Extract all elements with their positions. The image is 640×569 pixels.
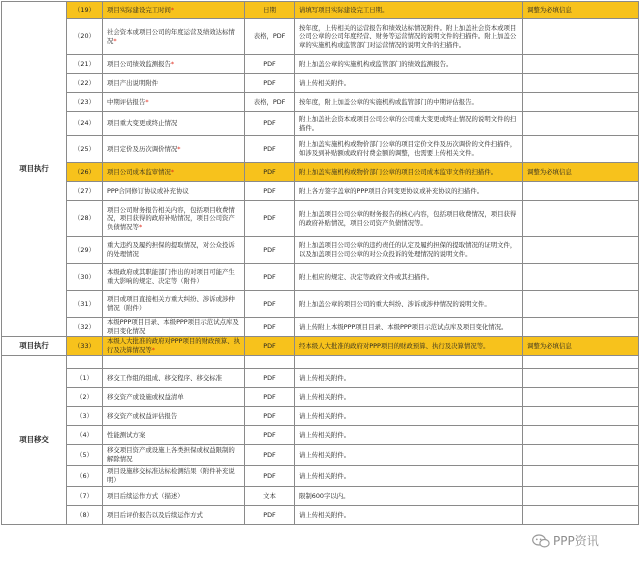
note-cell (523, 388, 639, 407)
note-cell (523, 445, 639, 466)
table-row (2, 201, 639, 237)
watermark (529, 531, 602, 550)
item-name: 本级PPP项目目录、本级PPP项目示范试点库及项目变化情况 (103, 318, 245, 337)
note-cell: 调整为必填信息 (523, 163, 639, 182)
row-number: （19） (67, 2, 103, 19)
description: 附上加盖公章的项目公司的重大纠纷、涉诉或涉仲情况的说明文件。 (295, 291, 523, 318)
description: 附上加盖项目公司公章的财务报告的核心内容，包括项目收费情况，项目获得的政府补贴情况，项目公司资产负债情况等。 (295, 201, 523, 237)
description: 附上加盖项目公司公章的违约责任的认定及履约担保的提取情况的证明文件，以及加盖项目公司公章的对公众投诉的处理情况的说明文件。 (295, 237, 523, 264)
row-number: （32） (67, 318, 103, 337)
section-label: 项目执行 (2, 337, 67, 356)
section-label: 项目移交 (2, 356, 67, 525)
item-name: 项目重大变更或终止情况 (103, 112, 245, 136)
table-row (2, 136, 639, 163)
row-number: （4） (67, 426, 103, 445)
note-cell (523, 426, 639, 445)
item-name: 项目公司绩效监测报告* (103, 55, 245, 74)
item-name: 性能测试方案 (103, 426, 245, 445)
required-mark-icon: * (151, 346, 155, 354)
note-cell (523, 369, 639, 388)
item-name: 项目后评价报告以及后续运作方式 (103, 506, 245, 525)
format-cell: PDF (245, 163, 295, 182)
item-name: 本级政府或其职能部门作出的对项目可能产生重大影响的规定、决定等（附件） (103, 264, 245, 291)
item-name: 项目后续运作方式（描述） (103, 487, 245, 506)
row-number: （1） (67, 369, 103, 388)
description: 按年度，上传相关的运营报告和绩效达标情况附件。附上加盖社会资本或项目公司公章的公司年度经营、财务等运营情况的说明文件的扫描件。附上加盖公章的实施机构或监管部门对运营情况的说明文件的扫描件。 (295, 19, 523, 55)
format-cell: 文本 (245, 487, 295, 506)
format-cell: PDF (245, 337, 295, 356)
format-cell: PDF (245, 182, 295, 201)
table-row (2, 388, 639, 407)
item-name: 社会资本或项目公司的年度运营及绩效达标情况* (103, 19, 245, 55)
table-row (2, 93, 639, 112)
table-row (2, 426, 639, 445)
description: 按年度，附上加盖公章的实施机构或监管部门的中期评估报告。 (295, 93, 523, 112)
description: 请上传相关附件。 (295, 506, 523, 525)
item-name: 重大违约及履约担保的提取情况，对公众投诉的处理情况 (103, 237, 245, 264)
item-name: 中期评估报告* (103, 93, 245, 112)
description: 请上传相关附件。 (295, 74, 523, 93)
format-cell: PDF (245, 74, 295, 93)
note-cell (523, 182, 639, 201)
required-mark-icon: * (170, 167, 175, 176)
note-cell (523, 291, 639, 318)
table-row (2, 506, 639, 525)
chat-bubble-icon (532, 534, 550, 548)
item-name: 移交资产或权益评估报告 (103, 407, 245, 426)
description: 请上传附上本级PPP项目目录、本级PPP项目示范试点库及项目变化情况。 (295, 318, 523, 337)
format-cell: 表格，PDF (245, 19, 295, 55)
row-number: （33） (67, 337, 103, 356)
row-number: （23） (67, 93, 103, 112)
item-name: 项目公司成本监审情况* (103, 163, 245, 182)
description: 附上加盖社会资本或项目公司公章的公司重大变更或终止情况的说明文件的扫描件。 (295, 112, 523, 136)
row-number: （26） (67, 163, 103, 182)
format-cell: PDF (245, 445, 295, 466)
row-number: （29） (67, 237, 103, 264)
item-name: 项目定价及历次调价情况* (103, 136, 245, 163)
table-row-highlighted (2, 2, 639, 19)
format-cell: PDF (245, 112, 295, 136)
table-row (2, 445, 639, 466)
description: 请填写项目实际建设完工日期。 (295, 2, 523, 19)
row-number: （24） (67, 112, 103, 136)
note-cell (523, 506, 639, 525)
note-cell (523, 487, 639, 506)
description: 请上传相关附件。 (295, 466, 523, 487)
description: 附上相应的规定、决定等政府文件或其扫描件。 (295, 264, 523, 291)
note-cell (523, 74, 639, 93)
row-number: （30） (67, 264, 103, 291)
description: 请上传相关附件。 (295, 445, 523, 466)
required-mark-icon: * (145, 97, 149, 106)
description: 请上传相关附件。 (295, 369, 523, 388)
item-name: 项目实际建设完工时间* (103, 2, 245, 19)
note-cell (523, 466, 639, 487)
item-name: 移交工作组的组成、移交程序、移交标准 (103, 369, 245, 388)
row-number: （20） (67, 19, 103, 55)
row-number: （5） (67, 445, 103, 466)
format-cell: PDF (245, 426, 295, 445)
format-cell: 表格，PDF (245, 93, 295, 112)
note-cell (523, 93, 639, 112)
note-cell: 调整为必填信息 (523, 337, 639, 356)
note-cell (523, 237, 639, 264)
table-row (2, 407, 639, 426)
note-cell (523, 407, 639, 426)
row-number: （27） (67, 182, 103, 201)
required-mark-icon: * (170, 5, 175, 14)
description: 限制600字以内。 (295, 487, 523, 506)
item-name: 项目产出说明附件 (103, 74, 245, 93)
table-row-highlighted (2, 163, 639, 182)
item-name: 移交资产或设施或权益清单 (103, 388, 245, 407)
format-cell: PDF (245, 369, 295, 388)
row-number: （8） (67, 506, 103, 525)
description: 附上加盖公章的实施机构或监管部门的绩效监测报告。 (295, 55, 523, 74)
section-label: 项目执行 (2, 2, 67, 337)
note-cell (523, 112, 639, 136)
format-cell: PDF (245, 237, 295, 264)
format-cell: PDF (245, 136, 295, 163)
required-mark-icon: * (177, 144, 181, 153)
item-name: 项目公司财务报告相关内容，包括项目收费情况，项目获得的政府补贴情况，项目公司资产负债情况等* (103, 201, 245, 237)
note-cell: 调整为必填信息 (523, 2, 639, 19)
format-cell: PDF (245, 466, 295, 487)
description: 请上传相关附件。 (295, 407, 523, 426)
format-cell: PDF (245, 407, 295, 426)
table-row (2, 182, 639, 201)
description: 附上各方签字盖章的PPP项目合同变更协议或补充协议的扫描件。 (295, 182, 523, 201)
description: 附上加盖实施机构或物价部门公章的项目公司成本监审文件的扫描件。 (295, 163, 523, 182)
note-cell (523, 136, 639, 163)
item-name: 项目设施移交标准达标检测结果（附件补充说明） (103, 466, 245, 487)
spacer-row (2, 356, 639, 369)
table-row (2, 291, 639, 318)
row-number: （2） (67, 388, 103, 407)
item-name: 本级人大批准的政府对PPP项目的财政预算、执行及决算情况等* (103, 337, 245, 356)
format-cell: PDF (245, 201, 295, 237)
description: 请上传相关附件。 (295, 426, 523, 445)
format-cell: PDF (245, 506, 295, 525)
note-cell (523, 264, 639, 291)
table-row (2, 19, 639, 55)
ppp-info-table (1, 1, 639, 525)
note-cell (523, 201, 639, 237)
required-mark-icon: * (113, 36, 117, 45)
item-name: 项目或项目直接相关方重大纠纷、涉诉或涉仲情况（附件） (103, 291, 245, 318)
table-row (2, 55, 639, 74)
table-row (2, 487, 639, 506)
table-row (2, 74, 639, 93)
row-number: （28） (67, 201, 103, 237)
table-row (2, 264, 639, 291)
table-row (2, 318, 639, 337)
item-name: 移交项目资产或设施上各类担保或权益限制的解除情况 (103, 445, 245, 466)
table-row (2, 369, 639, 388)
row-number: （25） (67, 136, 103, 163)
format-cell: PDF (245, 318, 295, 337)
table-row-highlighted (2, 337, 639, 356)
format-cell: 日期 (245, 2, 295, 19)
table-row (2, 237, 639, 264)
format-cell: PDF (245, 264, 295, 291)
description: 附上加盖实施机构或物价部门公章的项目定价文件及历次调价的文件扫描件，如涉及到补贴额或政府付费金额的调整，也需要上传相关文件。 (295, 136, 523, 163)
description: 经本级人大批准的政府对PPP项目的财政预算、执行及决算情况等。 (295, 337, 523, 356)
item-name: PPP合同修订协议或补充协议 (103, 182, 245, 201)
note-cell (523, 318, 639, 337)
note-cell (523, 55, 639, 74)
row-number: （21） (67, 55, 103, 74)
table-row (2, 112, 639, 136)
watermark-text: PPP资讯 (553, 534, 599, 548)
row-number: （6） (67, 466, 103, 487)
row-number: （22） (67, 74, 103, 93)
description: 请上传相关附件。 (295, 388, 523, 407)
row-number: （3） (67, 407, 103, 426)
row-number: （7） (67, 487, 103, 506)
required-mark-icon: * (138, 222, 143, 231)
row-number: （31） (67, 291, 103, 318)
format-cell: PDF (245, 55, 295, 74)
note-cell (523, 19, 639, 55)
table-row (2, 466, 639, 487)
format-cell: PDF (245, 291, 295, 318)
format-cell: PDF (245, 388, 295, 407)
required-mark-icon: * (170, 59, 175, 68)
